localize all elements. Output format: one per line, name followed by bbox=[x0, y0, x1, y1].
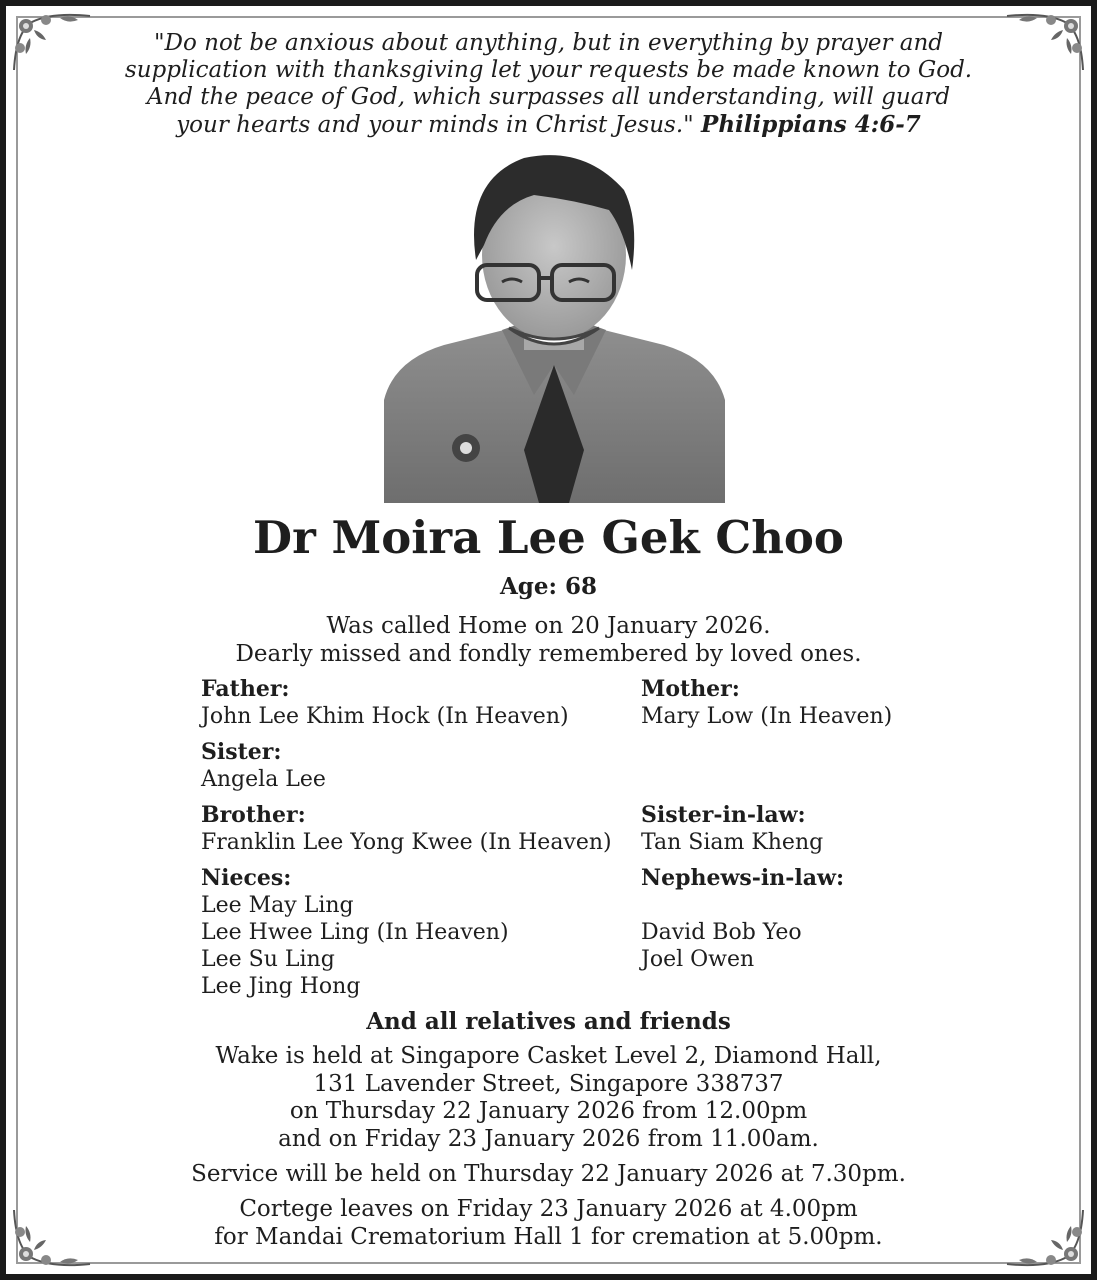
family-member: Tan Siam Kheng bbox=[641, 830, 824, 855]
family-label: Sister-in-law: bbox=[641, 802, 806, 828]
bible-quote bbox=[120, 30, 977, 139]
family-sister-in-law bbox=[641, 802, 823, 856]
cortege-details bbox=[0, 1196, 1097, 1251]
family-brother bbox=[201, 802, 612, 856]
cortege-line: Cortege leaves on Friday 23 January 2026 at 4.00pm bbox=[239, 1196, 858, 1222]
family-label: Nephews-in-law: bbox=[641, 865, 845, 891]
quote-line: "Do not be anxious about anything, but in everything by prayer and bbox=[153, 30, 944, 56]
family-mother bbox=[641, 676, 892, 730]
wake-line: Wake is held at Singapore Casket Level 2, Diamond Hall, bbox=[215, 1043, 882, 1069]
family-father bbox=[201, 676, 569, 730]
family-nephews-in-law bbox=[641, 865, 844, 973]
family-label: Brother: bbox=[201, 802, 306, 828]
quote-line: And the peace of God, which surpasses all understanding, will guard bbox=[146, 84, 951, 110]
family-member: Lee Su Ling bbox=[201, 947, 335, 972]
family-sister bbox=[201, 739, 326, 793]
family-member: Lee May Ling bbox=[201, 893, 354, 918]
age-label: Age: 68 bbox=[499, 573, 598, 600]
family-label: Father: bbox=[201, 676, 290, 702]
family-nieces bbox=[201, 865, 509, 1000]
family-member: Mary Low (In Heaven) bbox=[641, 704, 893, 729]
family-member: Lee Jing Hong bbox=[201, 974, 361, 999]
family-label: Sister: bbox=[201, 739, 282, 765]
wake-line: and on Friday 23 January 2026 from 11.00am. bbox=[278, 1125, 819, 1152]
quote-line-text: your hearts and your minds in Christ Jesus." bbox=[176, 112, 694, 138]
family-member: Franklin Lee Yong Kwee (In Heaven) bbox=[201, 830, 612, 855]
announcement-line: Dearly missed and fondly remembered by loved ones. bbox=[235, 641, 862, 667]
family-member: David Bob Yeo bbox=[641, 920, 802, 945]
floral-corner-ornament bbox=[12, 12, 92, 72]
family-member: Lee Hwee Ling (In Heaven) bbox=[201, 920, 509, 945]
family-member: Angela Lee bbox=[201, 767, 326, 792]
floral-corner-ornament bbox=[1005, 12, 1085, 72]
relatives-line: And all relatives and friends bbox=[366, 1008, 731, 1035]
announcement bbox=[0, 612, 1097, 668]
service-details: Service will be held on Thursday 22 January 2026 at 7.30pm. bbox=[191, 1161, 906, 1187]
portrait-photo bbox=[384, 150, 725, 503]
deceased-name: Dr Moira Lee Gek Choo bbox=[253, 511, 844, 564]
wake-details bbox=[0, 1043, 1097, 1153]
announcement-line: Was called Home on 20 January 2026. bbox=[326, 613, 771, 639]
family-label: Nieces: bbox=[201, 865, 292, 891]
family-member: Joel Owen bbox=[641, 947, 755, 972]
family-label: Mother: bbox=[641, 676, 740, 702]
wake-line: on Thursday 22 January 2026 from 12.00pm bbox=[289, 1098, 808, 1124]
cortege-line: for Mandai Crematorium Hall 1 for cremation at 5.00pm. bbox=[214, 1223, 883, 1250]
quote-line bbox=[120, 111, 977, 139]
family-member: John Lee Khim Hock (In Heaven) bbox=[201, 704, 569, 729]
quote-reference: Philippians 4:6-7 bbox=[701, 111, 921, 138]
wake-line: 131 Lavender Street, Singapore 338737 bbox=[313, 1070, 784, 1097]
quote-line: supplication with thanksgiving let your requests be made known to God. bbox=[124, 57, 973, 83]
